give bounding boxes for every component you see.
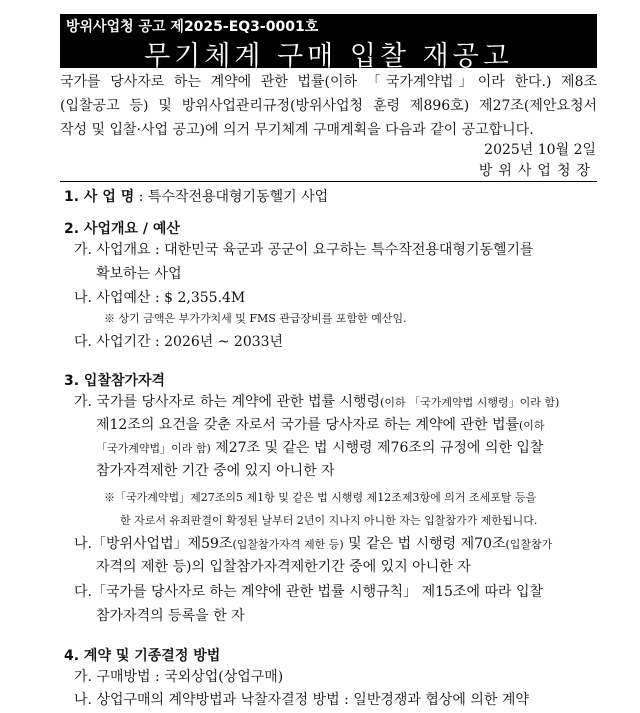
section-2-item-b: 나. 사업예산 : $ 2,355.4M xyxy=(74,290,246,306)
text-run: 가. 국가를 당사자로 하는 계약에 관한 법률 시행령 xyxy=(74,394,381,410)
intro-line: (입찰공고 등) 및 방위사업관리규정(방위사업청 훈령 제896호) 제27조(제안요청서 xyxy=(60,98,597,114)
section-3-item-b-line: 자격의 제한 등)의 입찰참가자격제한기간 중에 있지 아니한 자 xyxy=(96,559,471,575)
text-run: 나.「방위사업법」제59조 xyxy=(74,536,233,552)
text-run-small: 「국가계약법」이라 함) xyxy=(96,442,211,455)
section-2-budget-note: ※ 상기 금액은 부가가치세 및 FMS 관급장비를 포함한 예산임. xyxy=(104,312,407,325)
section-2-item-a-cont: 확보하는 사업 xyxy=(96,266,182,282)
text-run: 및 같은 법 시행령 제70조 xyxy=(343,536,506,552)
section-2-item-a: 가. 사업개요 : 대한민국 육군과 공군이 요구하는 특수작전용대형기동헬기를 xyxy=(74,242,534,258)
intro-paragraph xyxy=(60,70,597,142)
page-title: 무기체계 구매 입찰 재공고 xyxy=(144,41,513,72)
section-3-item-c-line: 참가자격의 등록을 한 자 xyxy=(96,608,245,624)
section-3-item-a-line xyxy=(96,413,545,438)
section-2-heading: 2. 사업개요 / 예산 xyxy=(64,221,180,237)
section-1-label: 1. 사 업 명 xyxy=(64,189,135,205)
section-3-item-b-line xyxy=(74,532,552,557)
section-4-item-a: 가. 구매방법 : 국외상업(상업구매) xyxy=(74,669,284,685)
text-run: 제27조 및 같은 법 시행령 제76조의 규정에 의한 입찰 xyxy=(210,440,544,456)
title-banner xyxy=(60,14,597,72)
issuing-org: 방위사업청장 xyxy=(478,163,596,179)
section-1-value: 특수작전용대형기동헬기 사업 xyxy=(147,189,329,205)
text-run-small: (이하 「국가계약법 시행령」이라 함) xyxy=(380,396,560,409)
section-4-heading: 4. 계약 및 기종결정 방법 xyxy=(64,648,221,664)
section-3-heading: 3. 입찰참가자격 xyxy=(64,373,166,389)
text-run-small: (이하 xyxy=(519,419,545,432)
section-4-item-b: 나. 상업구매의 계약방법과 낙찰자결정 방법 : 일반경쟁과 협상에 의한 계약 xyxy=(74,692,529,708)
notice-number: 방위사업청 공고 제2025-EQ3-0001호 xyxy=(66,19,319,35)
text-run-small: (입찰참가자격 제한 등) xyxy=(232,538,344,551)
section-3-item-a-line: 참가자격제한 기간 중에 있지 아니한 자 xyxy=(96,463,335,479)
intro-line: 국가를 당사자로 하는 계약에 관한 법률(이하 「국가계약법」이라 한다.) 제8조 xyxy=(60,74,597,90)
section-2-item-c: 다. 사업기간 : 2026년 ~ 2033년 xyxy=(74,334,284,350)
intro-line: 작성 및 입찰·사업 공고)에 의거 무기체계 구매계획을 다음과 같이 공고합니다. xyxy=(60,122,534,138)
section-1-heading xyxy=(64,186,328,206)
section-1-sep: : xyxy=(134,189,148,205)
notice-date: 2025년 10월 2일 xyxy=(484,142,596,158)
section-3-note-line: 한 자로서 유죄판결이 확정된 날부터 2년이 지나지 아니한 자는 입찰참가가 제한됩니다. xyxy=(120,514,538,527)
section-3-item-c-line: 다.「국가를 당사자로 하는 계약에 관한 법률 시행규칙」 제15조에 따라 입찰 xyxy=(74,584,543,600)
divider xyxy=(60,181,597,182)
section-3-item-a-line xyxy=(74,390,559,415)
section-3-item-a-line xyxy=(96,436,543,461)
text-run: 제12조의 요건을 갖춘 자로서 국가를 당사자로 하는 계약에 관한 법률 xyxy=(96,417,520,433)
text-run-small: (입찰참가 xyxy=(505,538,553,551)
section-3-note-line: ※「국가계약법」제27조의5 제1항 및 같은 법 시행령 제12조제3항에 의거 조세포탈 등을 xyxy=(104,491,537,504)
